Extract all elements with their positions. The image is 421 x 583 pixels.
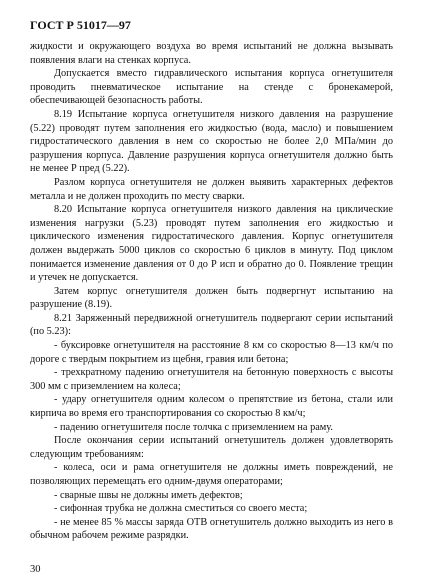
- paragraph: Затем корпус огнетушителя должен быть подвергнут испытанию на разрушение (8.19).: [30, 285, 393, 311]
- list-item: - трехкратному падению огнетушителя на бетонную поверхность с высоты 300 мм с приземлением на колеса;: [30, 367, 393, 392]
- paragraph: После окончания серии испытаний огнетушитель должен удовлетворять следующим требованиям:: [30, 435, 393, 460]
- list-item: - буксировке огнетушителя на расстояние 8 км со скоростью 8—13 км/ч по дороге с твердым покрытием из щебня, гравия или бетона;: [30, 340, 393, 365]
- list-item: - сварные швы не должны иметь дефектов;: [54, 489, 243, 501]
- paragraph: Допускается вместо гидравлического испытания корпуса огнетушителя проводить пневматическое испытание на стенде с бронекамерой, обеспечивающей безопасность работы.: [30, 68, 393, 107]
- paragraph: жидкости и окружающего воздуха во время испытаний не должна вызывать появления влаги на стенках корпуса.: [30, 41, 393, 66]
- list-item: - колеса, оси и рама огнетушителя не должны иметь повреждений, не позволяющих перемещать его одним-двумя операторами;: [30, 462, 393, 487]
- list-item: - удару огнетушителя одним колесом о препятствие из бетона, стали или кирпича во время его транспортирования со скоростью 8 км/ч;: [30, 394, 393, 420]
- list-item: - не менее 85 % массы заряда ОТВ огнетушитель должно выходить из него в обычном рабочем режиме разрядки.: [30, 516, 393, 542]
- document-body: [30, 40, 393, 543]
- page-number: 30: [30, 564, 41, 575]
- paragraph: 8.21 Заряженный передвижной огнетушитель подвергают серии испытаний (по 5.23):: [30, 312, 393, 338]
- list-item: - сифонная трубка не должна сместиться со своего места;: [54, 503, 308, 515]
- standard-header: ГОСТ Р 51017—97: [30, 18, 131, 32]
- paragraph: 8.19 Испытание корпуса огнетушителя низкого давления на разрушение (5.22) проводят путем заполнения его жидкостью (вода, масло) и повышением гидростатического давления в нем со скоростью не более 2,0 МПа/мин до разрушения корпуса. Давление разрушения корпуса огнетушителя должно быть не менее Р пред (5.22).: [30, 108, 393, 175]
- paragraph: Разлом корпуса огнетушителя не должен выявить характерных дефектов металла и не должен проходить по месту сварки.: [30, 176, 393, 202]
- list-item: - падению огнетушителя после толчка с приземлением на раму.: [54, 421, 333, 433]
- paragraph: 8.20 Испытание корпуса огнетушителя низкого давления на циклические изменения нагрузки (5.23) проводят путем заполнения его жидкостью и циклического изменения гидростатического давления. Корпус огнетушителя должен выдержать 5000 циклов со скоростью 6 циклов в минуту. Под циклом понимается изменение давления от 0 до Р исп и обратно до 0. Появление трещин и утечек не допускается.: [30, 204, 393, 284]
